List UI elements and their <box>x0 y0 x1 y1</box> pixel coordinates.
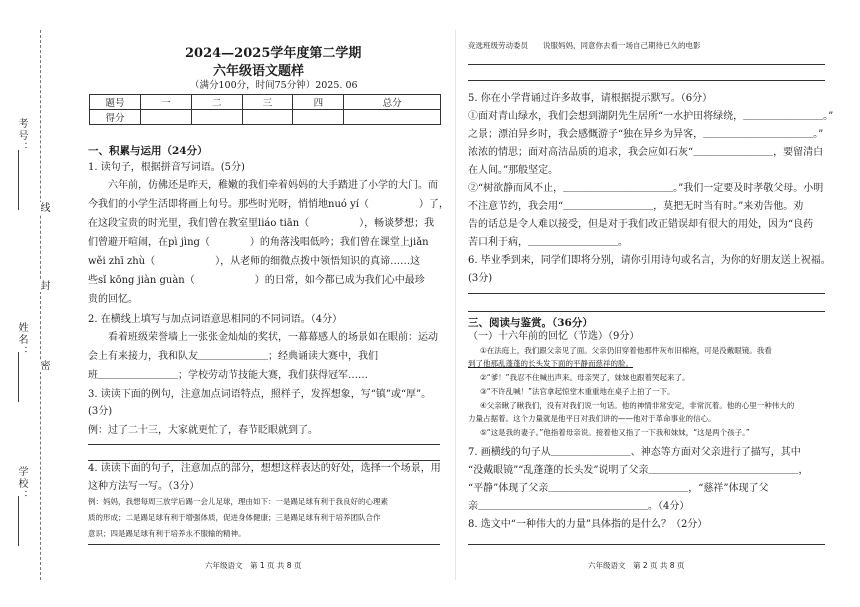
reading-1-heading: （一）十六年前的回忆（节选）（9分） <box>468 331 640 342</box>
q5-text-line: 之景；漂泊异乡时，我会感慨游子“独在异乡为异客，＿＿＿＿＿＿＿＿＿＿＿。” <box>468 129 824 140</box>
name-label: 姓名： <box>16 322 27 358</box>
reading-paragraph: ①在法庭上，我们跟父亲见了面。父亲仍旧穿着他那件灰布旧棉袍，可是没戴眼镜。我看 <box>480 346 772 355</box>
q1-text-line: 们曾避开喧闹，在pì jìng（ ）的角落浅唱低吟；我们曾在课堂上jiǎn <box>88 237 429 248</box>
right-page-footer: 六年级语文 第 2 页 共 8 页 <box>588 561 685 570</box>
binding-char-xian: 线 <box>38 202 49 214</box>
school-label: 学校： <box>16 466 27 502</box>
q4-sample-line: 例：妈妈，我想每周三放学后踢一会儿足球，理由如下：一是踢足球有利于我良好的心理素 <box>88 497 388 506</box>
answer-line[interactable] <box>468 80 825 81</box>
left-page-footer: 六年级语文 第 1 页 共 8 页 <box>205 561 302 570</box>
q7-text-line: “没戴眼镜”“乱蓬蓬的长头发”说明了父亲＿＿＿＿＿＿＿＿＿＿＿＿＿＿＿， <box>468 465 809 476</box>
q4-sample-line: 质的形成；二是踢足球有利于增强体质，促进身体健康；三是踢足球有利于培养团队合作 <box>88 513 381 522</box>
exam-number-label: 考号： <box>16 118 27 154</box>
score-cell: 题号 <box>90 95 141 110</box>
score-input[interactable] <box>344 110 441 125</box>
q1-text-line: 六年前，仿佛还是昨天，稚嫩的我们牵着妈妈的大手踏进了小学的大门。而 <box>108 180 438 191</box>
question-6: 6. 毕业季到来，同学们即将分别，请你引用诗句或名言，为你的好朋友送上祝福。 <box>468 255 831 266</box>
exam-number-line <box>18 150 19 210</box>
q4-text: 这种方法写一写。（3分） <box>88 481 200 492</box>
exam-subtitle: 六年级语文题样 <box>213 64 305 79</box>
score-cell: 得分 <box>90 110 141 125</box>
question-3: 3. 读读下面的例句，注意加点词语特点，照样子，发挥想象，写“镇”或“厚”。 <box>88 389 432 400</box>
q5-text-line: 在人间。”那般坚定。 <box>468 165 559 176</box>
question-4: 4. 读读下面的句子，注意加点的部分，想想这样表达的好处，选择一个场景，用 <box>88 463 441 474</box>
answer-line[interactable] <box>468 64 825 65</box>
binding-char-mi: 密 <box>38 360 49 372</box>
q1-text-line: 贵的回忆。 <box>88 294 138 305</box>
score-table <box>89 94 441 125</box>
reading-paragraph-underlined: 到了他那乱蓬蓬的长头发下面的平静而慈祥的脸。 <box>468 359 633 368</box>
reading-paragraph: ④父亲瞅了瞅我们，没有对我们说一句话。他的神情非常安定，非常沉着。他的心里一种伟大的 <box>480 401 795 410</box>
reading-paragraph: ⑤“这是我的妻子。”他指着母亲说。接着他又指了一下我和妹妹，“这是两个孩子。” <box>480 428 750 437</box>
reading-paragraph: ②“爹！”我忍不住喊出声来。母亲哭了，妹妹也跟着哭起来了。 <box>480 373 690 382</box>
question-5: 5. 你在小学背诵过许多故事，请根据提示默写。（6分） <box>468 93 713 104</box>
question-2: 2. 在横线上填写与加点词语意思相同的不同词语。（4分） <box>88 314 343 325</box>
score-table-score-row <box>90 110 441 125</box>
score-cell: 一 <box>141 95 192 110</box>
q7-text-line: “平静”体现了父亲＿＿＿＿＿＿＿＿＿＿＿＿＿＿，“慈祥”体现了父 <box>468 483 769 494</box>
q5-text-line: 告的话总是令人难以接受，但是对于我们改正错误却有很大的用处，因为“良药 <box>468 219 814 230</box>
answer-line[interactable] <box>88 460 440 461</box>
q5-text-line: ②“树欲静而风不止，＿＿＿＿＿＿＿＿＿＿＿。”我们一定要及时孝敬父母。小明 <box>468 183 824 194</box>
school-line <box>18 496 19 546</box>
answer-line[interactable] <box>468 293 825 294</box>
section-3-heading: 三、阅读与鉴赏。（36分） <box>468 317 593 329</box>
q4-scenario-options: 竞选班级劳动委员 说服妈妈，同意你去看一场自己期待已久的电影 <box>468 41 701 50</box>
exam-info: （满分100分，时间75分钟）2025. 06 <box>190 80 358 91</box>
q4-sample-line: 意识；四是踢足球有利于培养永不服输的精神。 <box>88 529 246 538</box>
page-divider <box>455 30 456 580</box>
reading-paragraph: ③“不许乱喊！”法官拿起惊堂木重重地在桌子上拍了一下。 <box>480 387 675 396</box>
score-input[interactable] <box>293 110 344 125</box>
q5-text-line: 不注意节约，我会用“＿＿＿＿＿＿＿＿＿，莫把无时当有时。”来劝告他。劝 <box>468 201 804 212</box>
score-cell: 四 <box>293 95 344 110</box>
score-input[interactable] <box>191 110 242 125</box>
binding-char-feng: 封 <box>38 280 49 292</box>
name-line <box>18 352 19 402</box>
question-8: 8. 选文中“一种伟大的力量”具体指的是什么？（2分） <box>468 519 708 530</box>
score-cell: 二 <box>191 95 242 110</box>
q2-text-line: 班＿＿＿＿＿＿＿＿；学校劳动节技能大赛，我们获得冠军…… <box>88 370 368 381</box>
q1-text-line: 今我们的小学生活即将画上句号。那些时光呀，悄悄地nuó yí（ ）了， <box>88 199 449 210</box>
answer-line[interactable] <box>468 311 825 312</box>
question-7: 7. 画横线的句子从＿＿＿＿＿＿＿＿、神态等方面对父亲进行了描写，其中 <box>468 447 801 458</box>
binding-dashed-line <box>40 30 41 580</box>
score-input[interactable] <box>141 110 192 125</box>
answer-line[interactable] <box>88 444 440 445</box>
q2-text-line: 看着班级荣誉墙上一张张金灿灿的奖状，一幕幕感人的场景如在眼前：运动 <box>108 332 438 343</box>
answer-line[interactable] <box>88 544 440 545</box>
q5-text-line: ①面对青山绿水，我们会想到湖阴先生居所“一水护田将绿绕，＿＿＿＿＿＿＿＿。” <box>468 111 834 122</box>
exam-title: 2024—2025学年度第二学期 <box>185 46 362 61</box>
q5-text-line: 浓浓的情思；面对高洁品质的追求，我会应如石灰“＿＿＿＿＿＿＿＿，要留清白 <box>468 147 824 158</box>
q1-text-line: 些sǐ kōng jiàn guàn（ ）的日常，如今都已成为我们心中最珍 <box>88 275 425 286</box>
score-input[interactable] <box>242 110 293 125</box>
score-cell: 三 <box>242 95 293 110</box>
q7-text-line: 亲＿＿＿＿＿＿＿＿＿＿＿＿＿＿＿＿＿。（4分） <box>468 501 690 512</box>
q3-example: 例：过了二十三，大家就更忙了，春节眨眼就到了。 <box>88 425 318 436</box>
section-1-heading: 一、积累与运用（24分） <box>88 145 208 157</box>
q2-text-line: 会上有来接力，我和队友＿＿＿＿＿＿＿；经典诵读大赛中，我们 <box>88 351 378 362</box>
score-cell: 总分 <box>344 95 441 110</box>
question-1: 1. 读句子，根据拼音写词语。(5分) <box>88 162 245 173</box>
score-table-header-row <box>90 95 441 110</box>
q6-score: (3分) <box>468 273 493 284</box>
q1-text-line: wěi zhī zhù（ ），从老师的细微点拨中领悟知识的真谛……这 <box>88 256 421 267</box>
q3-score: (3分) <box>88 406 113 417</box>
q1-text-line: 在这段宝贵的时光里，我们曾在教室里liáo tiān（ ），畅谈梦想；我 <box>88 218 435 229</box>
reading-paragraph: 力量占据着。这个力量就是他平日对我们讲的——他对于革命事业的信心。 <box>468 414 716 423</box>
q5-text-line: 苦口利于病，＿＿＿＿＿＿＿＿＿。 <box>468 237 628 248</box>
answer-line[interactable] <box>468 544 825 545</box>
